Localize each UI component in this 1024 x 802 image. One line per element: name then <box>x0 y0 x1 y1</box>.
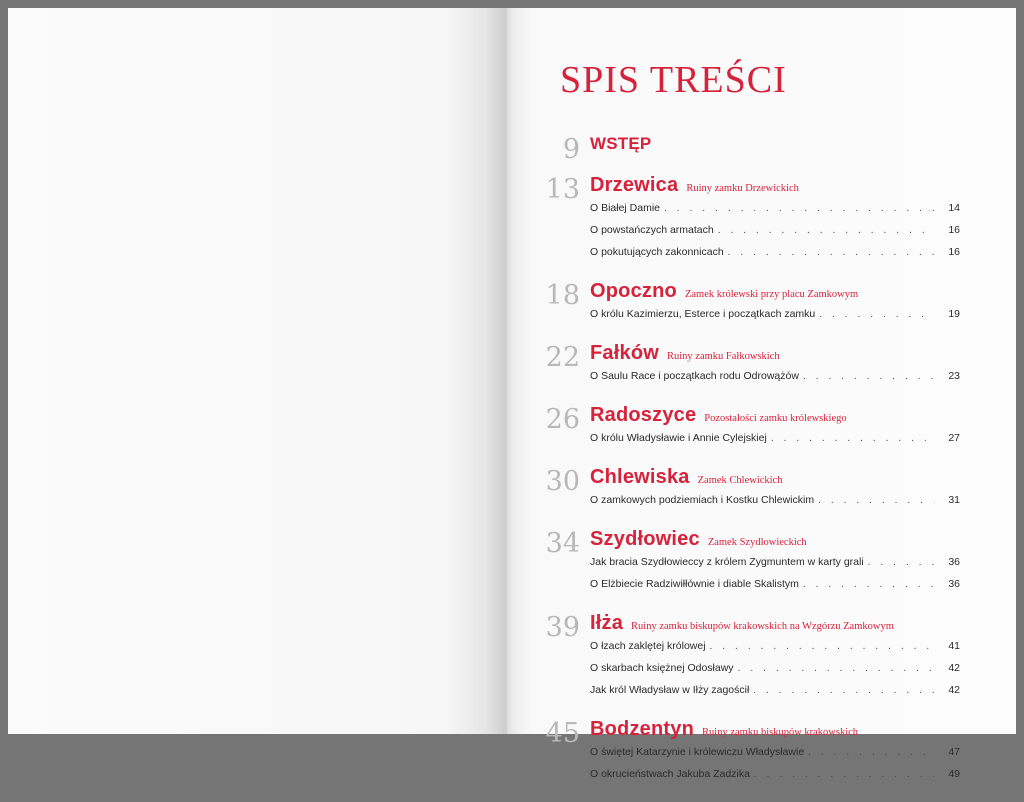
entry-title: O łzach zaklętej królowej <box>590 640 706 652</box>
toc-entry[interactable] <box>590 640 960 662</box>
entry-title: O królu Kazimierzu, Esterce i początkach zamku <box>590 308 816 320</box>
chapter-name[interactable]: Radoszyce <box>590 404 697 426</box>
chapter-subtitle: Zamek Chlewickich <box>697 475 783 486</box>
entry-page-number: 42 <box>948 662 960 674</box>
chapter-subtitle: Ruiny zamku biskupów krakowskich <box>702 727 859 738</box>
entry-page-number: 36 <box>948 556 960 568</box>
entry-title: O skarbach księżnej Odosławy <box>590 662 734 674</box>
chapter-name[interactable]: Fałków <box>590 342 659 364</box>
toc-entry[interactable] <box>590 224 960 246</box>
dot-leader <box>664 203 934 214</box>
toc-entry[interactable] <box>590 746 960 768</box>
chapter-page-number: 39 <box>545 612 580 643</box>
chapter-name[interactable]: Szydłowiec <box>590 528 700 550</box>
toc-entry[interactable] <box>590 494 960 516</box>
dot-leader <box>710 641 934 652</box>
toc-title: SPIS TREŚCI <box>560 59 787 101</box>
entry-page-number: 49 <box>948 768 960 780</box>
entry-page-number: 31 <box>948 494 960 506</box>
chapter-page-number: 34 <box>545 528 580 559</box>
dot-leader <box>738 663 934 674</box>
chapter-page-number: 9 <box>562 134 580 165</box>
chapter-heading <box>590 528 960 556</box>
dot-leader <box>803 371 934 382</box>
left-page <box>8 8 505 734</box>
toc-chapter <box>540 404 960 454</box>
toc-chapter <box>540 528 960 600</box>
chapter-subtitle: Ruiny zamku biskupów krakowskich na Wzgórzu Zamkowym <box>631 621 894 632</box>
toc-entry[interactable] <box>590 556 960 578</box>
chapter-heading <box>590 134 960 162</box>
toc-chapter <box>540 280 960 330</box>
book-spine <box>503 8 507 734</box>
toc-chapter <box>540 612 960 706</box>
chapter-subtitle: Pozostałości zamku królewskiego <box>704 413 847 424</box>
toc-entry[interactable] <box>590 202 960 224</box>
chapter-heading <box>590 342 960 370</box>
chapter-name[interactable]: Chlewiska <box>590 466 690 488</box>
entry-page-number: 42 <box>948 684 960 696</box>
entry-title: O okrucieństwach Jakuba Zadzika <box>590 768 750 780</box>
chapter-heading <box>590 612 960 640</box>
chapter-page-number: 45 <box>545 718 580 749</box>
chapter-heading <box>590 466 960 494</box>
chapter-subtitle: Ruiny zamku Fałkowskich <box>667 351 780 362</box>
entry-title: O królu Władysławie i Annie Cylejskiej <box>590 432 767 444</box>
entry-title: O Elżbiecie Radziwiłłównie i diable Skalistym <box>590 578 799 590</box>
entry-page-number: 14 <box>948 202 960 214</box>
chapter-name[interactable]: Drzewica <box>590 174 679 196</box>
entry-title: O pokutujących zakonnicach <box>590 246 724 258</box>
entry-page-number: 16 <box>948 246 960 258</box>
chapter-name[interactable]: Iłża <box>590 612 624 634</box>
entry-page-number: 16 <box>948 224 960 236</box>
toc-entry[interactable] <box>590 370 960 392</box>
chapter-page-number: 26 <box>545 404 580 435</box>
entry-page-number: 19 <box>948 308 960 320</box>
entry-title: O powstańczych armatach <box>590 224 714 236</box>
entry-title: Jak król Władysław w Iłży zagościł <box>590 684 750 696</box>
entry-page-number: 47 <box>948 746 960 758</box>
chapter-name[interactable]: Opoczno <box>590 280 677 302</box>
chapter-page-number: 30 <box>545 466 580 497</box>
chapter-page-number: 18 <box>545 280 580 311</box>
toc-entry[interactable] <box>590 308 960 330</box>
chapter-name[interactable]: Bodzentyn <box>590 718 695 740</box>
dot-leader <box>728 247 934 258</box>
chapter-heading <box>590 404 960 432</box>
toc-chapter <box>540 134 960 165</box>
entry-page-number: 36 <box>948 578 960 590</box>
toc-entry[interactable] <box>590 246 960 268</box>
entry-title: O świętej Katarzynie i królewiczu Władysławie <box>590 746 805 758</box>
toc-chapter <box>540 174 960 268</box>
dot-leader <box>753 685 934 696</box>
dot-leader <box>718 225 934 236</box>
chapter-page-number: 22 <box>545 342 580 373</box>
dot-leader <box>819 309 934 320</box>
toc-chapter <box>540 342 960 392</box>
entry-title: O Białej Damie <box>590 202 661 214</box>
entry-title: O zamkowych podziemiach i Kostku Chlewickim <box>590 494 815 506</box>
table-of-contents <box>540 134 960 802</box>
chapter-subtitle: Zamek Szydłowieckich <box>707 537 807 548</box>
entry-title: O Saulu Race i początkach rodu Odrowążów <box>590 370 799 382</box>
toc-entry[interactable] <box>590 432 960 454</box>
entry-page-number: 41 <box>948 640 960 652</box>
chapter-name[interactable]: WSTĘP <box>590 134 652 153</box>
toc-entry[interactable] <box>590 662 960 684</box>
dot-leader <box>754 769 934 780</box>
dot-leader <box>818 495 934 506</box>
toc-chapter <box>540 718 960 790</box>
toc-entry[interactable] <box>590 768 960 790</box>
dot-leader <box>868 557 934 568</box>
entry-page-number: 23 <box>948 370 960 382</box>
entry-title: Jak bracia Szydłowieccy z królem Zygmuntem w karty grali <box>590 556 864 568</box>
chapter-subtitle: Zamek królewski przy placu Zamkowym <box>684 289 859 300</box>
chapter-heading <box>590 174 960 202</box>
dot-leader <box>771 433 934 444</box>
dot-leader <box>808 747 934 758</box>
toc-entry[interactable] <box>590 684 960 706</box>
chapter-heading <box>590 280 960 308</box>
chapter-page-number: 13 <box>545 174 580 205</box>
toc-chapter <box>540 466 960 516</box>
dot-leader <box>803 579 934 590</box>
chapter-subtitle: Ruiny zamku Drzewickich <box>686 183 799 194</box>
toc-entry[interactable] <box>590 578 960 600</box>
entry-page-number: 27 <box>948 432 960 444</box>
